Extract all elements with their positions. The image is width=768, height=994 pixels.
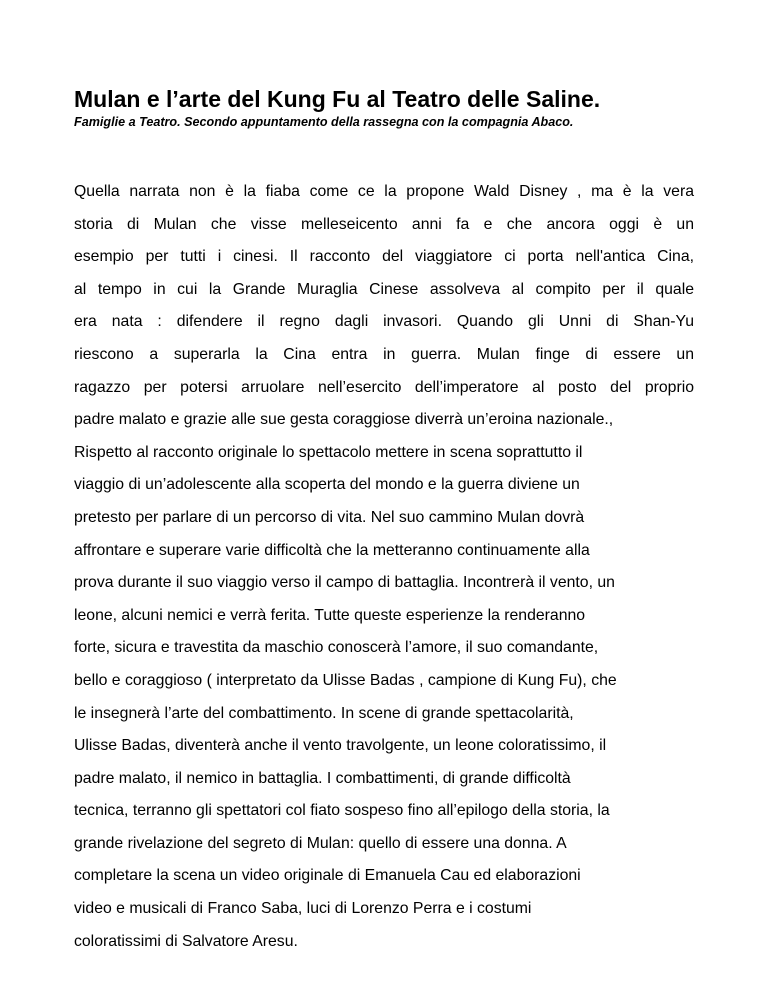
body-line: padre malato e grazie alle sue gesta coraggiose diverrà un’eroina nazionale., [74,411,614,429]
body-line: grande rivelazione del segreto di Mulan: quello di essere una donna. A [74,834,567,852]
body-line: completare la scena un video originale di Emanuela Cau ed elaborazioni [74,867,581,885]
body-line: video e musicali di Franco Saba, luci di Lorenzo Perra e i costumi [74,900,532,918]
body-line: leone, alcuni nemici e verrà ferita. Tutte queste esperienze la renderanno [74,606,586,624]
body-line: tecnica, terranno gli spettatori col fiato sospeso fino all’epilogo della storia, la [74,802,610,820]
body-line: prova durante il suo viaggio verso il campo di battaglia. Incontrerà il vento, un [74,574,615,592]
body-line: Ulisse Badas, diventerà anche il vento travolgente, un leone coloratissimo, il [74,737,607,755]
body-line: ragazzo per potersi arruolare nell’esercito dell’imperatore al posto del proprio [74,378,694,396]
body-line: affrontare e superare varie difficoltà che la metteranno continuamente alla [74,541,590,559]
body-line: esempio per tutti i cinesi. Il racconto del viaggiatore ci porta nell'antica Cina, [74,248,694,266]
body-paragraph [74,176,694,958]
document-title: Mulan e l’arte del Kung Fu al Teatro delle Saline. [74,86,601,112]
body-line: padre malato, il nemico in battaglia. I combattimenti, di grande difficoltà [74,769,571,787]
body-line: storia di Mulan che visse melleseicento anni fa e che ancora oggi è un [74,215,694,233]
body-line: Quella narrata non è la fiaba come ce la propone Wald Disney , ma è la vera [74,183,694,200]
document-subtitle: Famiglie a Teatro. Secondo appuntamento della rassegna con la compagnia Abaco. [74,115,574,129]
body-line: era nata : difendere il regno dagli invasori. Quando gli Unni di Shan-Yu [74,313,694,331]
body-line: pretesto per parlare di un percorso di vita. Nel suo cammino Mulan dovrà [74,508,585,526]
body-line: coloratissimi di Salvatore Aresu. [74,932,298,950]
body-line: le insegnerà l’arte del combattimento. In scene di grande spettacolarità, [74,704,574,722]
body-line: riescono a superarla la Cina entra in guerra. Mulan finge di essere un [74,345,694,363]
body-line: viaggio di un’adolescente alla scoperta del mondo e la guerra diviene un [74,476,580,494]
body-line: forte, sicura e travestita da maschio conoscerà l’amore, il suo comandante, [74,639,599,657]
body-line: bello e coraggioso ( interpretato da Ulisse Badas , campione di Kung Fu), che [74,671,617,689]
body-line: al tempo in cui la Grande Muraglia Cinese assolveva al compito per il quale [74,280,694,298]
body-line: Rispetto al racconto originale lo spettacolo mettere in scena soprattutto il [74,443,583,461]
